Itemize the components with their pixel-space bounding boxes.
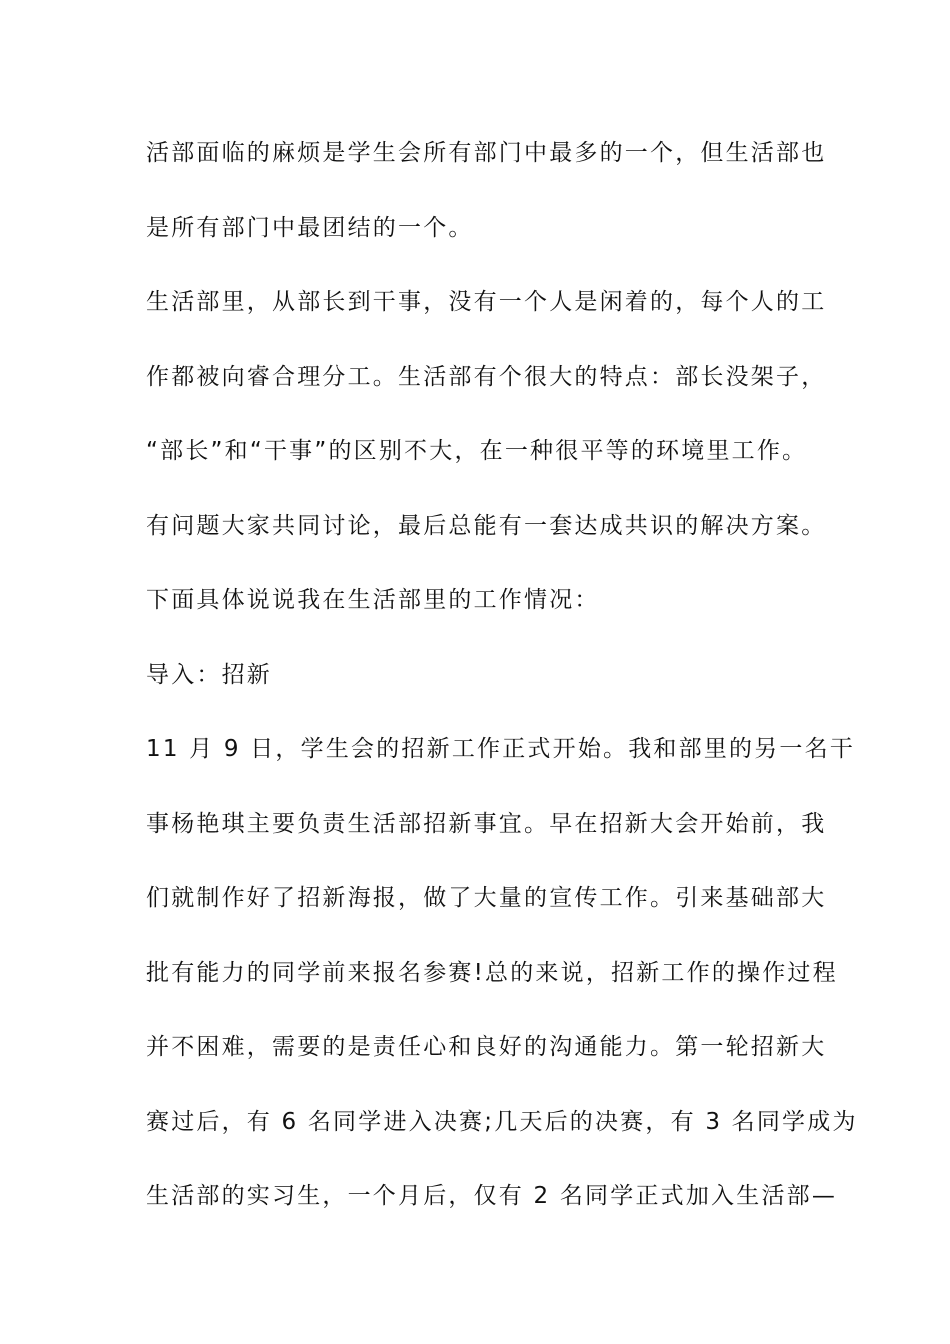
text-line: 11 月 9 日，学生会的招新工作正式开始。我和部里的另一名干 [146, 736, 856, 762]
text-line: 并不困难，需要的是责任心和良好的沟通能力。第一轮招新大 [146, 1034, 827, 1060]
text-line: 下面具体说说我在生活部里的工作情况： [146, 587, 600, 613]
text-line: 是所有部门中最团结的一个。 [146, 214, 474, 241]
document-body [146, 132, 858, 1250]
text-line: 批有能力的同学前来报名参赛!总的来说，招新工作的操作过程 [146, 959, 838, 986]
text-line: “部长”和“干事”的区别不大，在一种很平等的环境里工作。 [146, 438, 808, 464]
text-line: 生活部里，从部长到干事，没有一个人是闲着的，每个人的工 [146, 289, 827, 315]
text-line: 有问题大家共同讨论，最后总能有一套达成共识的解决方案。 [146, 512, 827, 539]
text-line: 们就制作好了招新海报，做了大量的宣传工作。引来基础部大 [146, 885, 827, 911]
text-line: 生活部的实习生，一个月后，仅有 2 名同学正式加入生活部— [146, 1183, 838, 1209]
text-line: 事杨艳琪主要负责生活部招新事宜。早在招新大会开始前，我 [146, 810, 827, 837]
text-line: 赛过后，有 6 名同学进入决赛;几天后的决赛，有 3 名同学成为 [146, 1108, 858, 1135]
text-line: 活部面临的麻烦是学生会所有部门中最多的一个，但生活部也 [146, 140, 827, 166]
text-line: 作都被向睿合理分工。生活部有个很大的特点：部长没架子， [146, 363, 827, 390]
section-heading: 导入：招新 [146, 661, 272, 688]
